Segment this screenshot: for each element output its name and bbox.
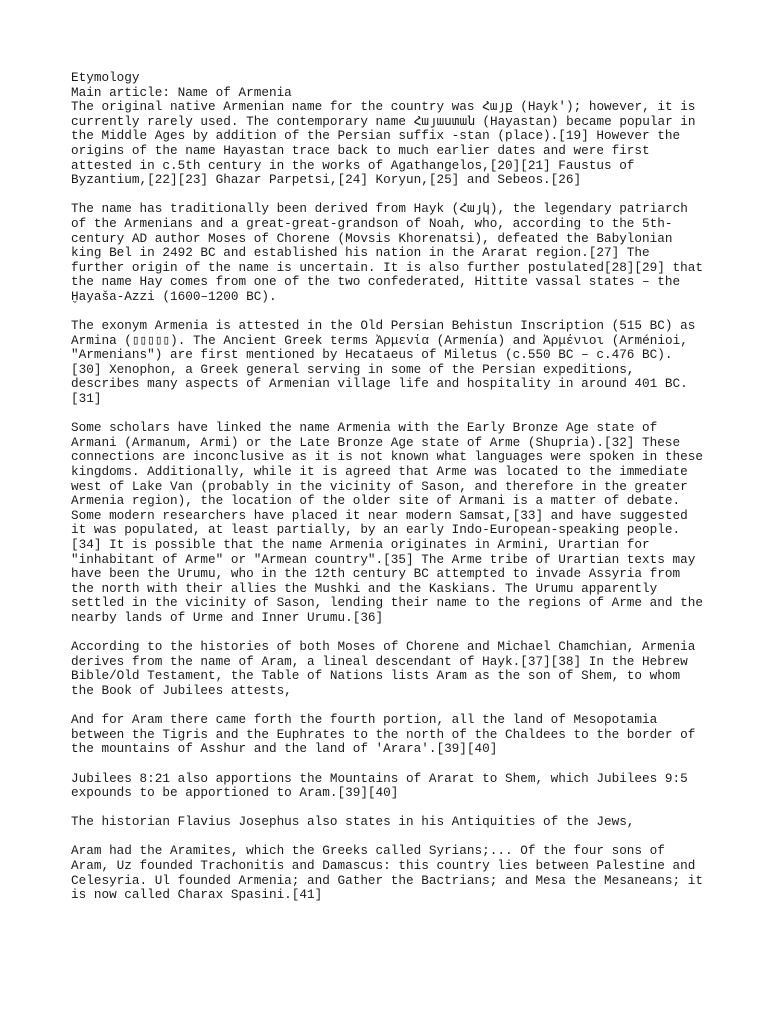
text-line: [31]: [71, 391, 102, 407]
text-line: have been the Urumu, who in the 12th century BC attempted to invade Assyria from: [71, 566, 681, 582]
text-line: settled in the vicinity of Sason, lending their name to the regions of Arme and the: [71, 595, 703, 611]
text-line: the Book of Jubilees attests,: [71, 682, 292, 698]
text-line: The historian Flavius Josephus also states in his Antiquities of the Jews,: [71, 814, 635, 830]
text-line: Armani (Armanum, Armi) or the Late Bronze Age state of Arme (Shupria).[32] These: [71, 434, 681, 450]
text-line: expounds to be apportioned to Aram.[39][40]: [71, 785, 399, 801]
text-line: "Armenians") are first mentioned by Hecataeus of Miletus (c.550 BC – c.476 BC).: [71, 347, 673, 363]
text-line: Byzantium,[22][23] Ghazar Parpetsi,[24] Koryun,[25] and Sebeos.[26]: [71, 172, 582, 188]
paragraph: [71, 815, 711, 830]
text-line: origins of the name Hayastan trace back to much earlier dates and were first: [71, 142, 650, 158]
text-line: The original native Armenian name for the country was Հայք (Hayk'); however, it is: [71, 99, 696, 115]
document-page: [71, 71, 711, 917]
text-line: west of Lake Van (probably in the vicinity of Sason, and therefore in the greater: [71, 478, 688, 494]
text-line: between the Tigris and the Euphrates to the north of the Chaldees to the border of: [71, 726, 696, 742]
text-line: the name Hay comes from one of the two confederated, Hittite vassal states – the: [71, 274, 681, 290]
text-line: Armenia region), the location of the older site of Armani is a matter of debate.: [71, 493, 681, 509]
text-line: the north with their allies the Mushki and the Kaskians. The Urumu apparently: [71, 580, 658, 596]
text-line: century AD author Moses of Chorene (Movsis Khorenatsi), defeated the Babylonian: [71, 230, 673, 246]
paragraph: [71, 421, 711, 625]
text-line: king Bel in 2492 BC and established his nation in the Ararat region.[27] The: [71, 245, 650, 261]
paragraph: [71, 319, 711, 407]
paragraph: [71, 640, 711, 698]
text-line: the Middle Ages by addition of the Persian suffix -stan (place).[19] However the: [71, 128, 681, 144]
text-line: Armina (▯▯▯▯▯). The Ancient Greek terms Ἀρμενία (Armenía) and Ἀρμένιοι (Arménioi,: [71, 332, 688, 348]
text-line: is now called Charax Spasini.[41]: [71, 887, 323, 903]
paragraph: [71, 202, 711, 304]
text-line: currently rarely used. The contemporary name Հայաստան (Hayastan) became popular in: [71, 113, 696, 129]
text-line: it was populated, at least partially, by an early Indo-European-speaking people.: [71, 522, 681, 538]
document-body: [71, 100, 711, 903]
paragraph: [71, 713, 711, 757]
text-line: [34] It is possible that the name Armenia originates in Armini, Urartian for: [71, 537, 650, 552]
text-line: Jubilees 8:21 also apportions the Mountains of Ararat to Shem, which Jubilees 9:5: [71, 770, 688, 786]
text-line: further origin of the name is uncertain. It is also further postulated[28][29] that: [71, 259, 703, 275]
text-line: nearby lands of Urme and Inner Urumu.[36]: [71, 609, 384, 625]
text-line: describes many aspects of Armenian village life and hospitality in around 401 BC.: [71, 376, 688, 392]
text-line: connections are inconclusive as it is not known what languages were spoken in these: [71, 449, 703, 465]
section-title: Etymology: [71, 70, 140, 85]
text-line: derives from the name of Aram, a lineal descendant of Hayk.[37][38] In the Hebrew: [71, 653, 688, 669]
text-line: The exonym Armenia is attested in the Old Persian Behistun Inscription (515 BC) as: [71, 318, 696, 334]
text-line: [30] Xenophon, a Greek general serving in some of the Persian expeditions,: [71, 361, 635, 377]
text-line: The name has traditionally been derived from Hayk (Հայկ), the legendary patriarch: [71, 201, 688, 217]
paragraph: [71, 844, 711, 902]
text-line: Ḫayaša-Azzi (1600–1200 BC).: [71, 288, 277, 304]
text-line: Bible/Old Testament, the Table of Nations lists Aram as the son of Shem, to whom: [71, 668, 681, 684]
text-line: attested in c.5th century in the works of Agathangelos,[20][21] Faustus of: [71, 157, 635, 173]
text-line: of the Armenians and a great-great-grandson of Noah, who, according to the 5th-: [71, 215, 673, 231]
text-line: Aram, Uz founded Trachonitis and Damascus: this country lies between Palestine and: [71, 858, 696, 874]
text-line: the mountains of Asshur and the land of 'Arara'.[39][40]: [71, 741, 498, 757]
text-line: Aram had the Aramites, which the Greeks called Syrians;... Of the four sons of: [71, 843, 665, 859]
text-line: According to the histories of both Moses of Chorene and Michael Chamchian, Armenia: [71, 639, 696, 655]
section-header: [71, 71, 711, 100]
text-line: kingdoms. Additionally, while it is agreed that Arme was located to the immediate: [71, 464, 688, 480]
paragraph: [71, 772, 711, 801]
text-line: Some scholars have linked the name Armenia with the Early Bronze Age state of: [71, 420, 658, 436]
text-line: Some modern researchers have placed it near modern Samsat,[33] and have suggested: [71, 507, 688, 523]
text-line: Celesyria. Ul founded Armenia; and Gather the Bactrians; and Mesa the Mesaneans; it: [71, 872, 703, 888]
text-line: "inhabitant of Arme" or "Armean country".[35] The Arme tribe of Urartian texts may: [71, 551, 696, 567]
paragraph: [71, 100, 711, 188]
main-article-link[interactable]: Main article: Name of Armenia: [71, 84, 292, 100]
text-line: And for Aram there came forth the fourth portion, all the land of Mesopotamia: [71, 712, 658, 728]
